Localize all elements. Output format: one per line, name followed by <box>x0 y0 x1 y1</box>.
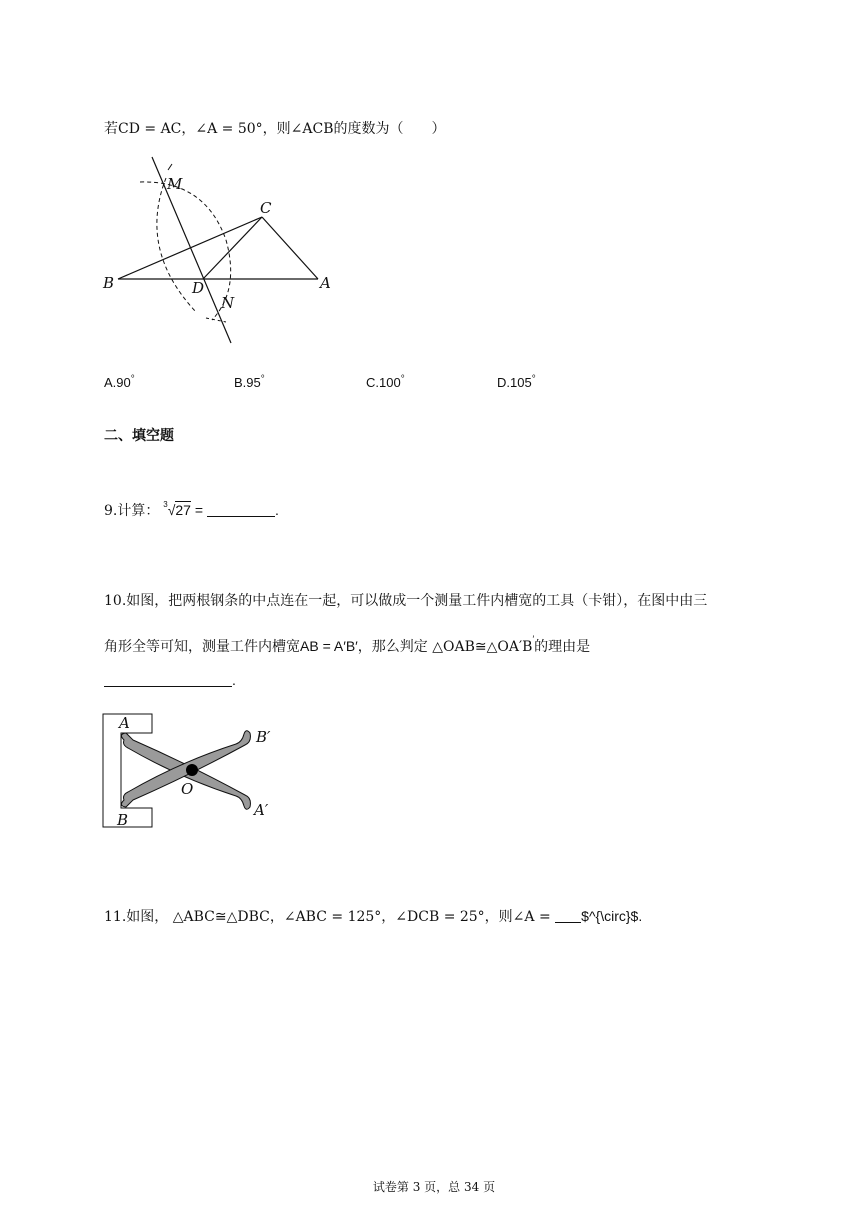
label-o: O <box>181 780 194 798</box>
label-a: A <box>119 714 130 732</box>
question-10-line2: 角形全等可知，测量工件内槽宽AB = A′B′，那么判定 △OAB≅△OA′B′的理由是 <box>104 634 591 655</box>
label-c: C <box>260 199 272 217</box>
section-title: 二、填空题 <box>104 428 174 444</box>
label-a-prime: A′ <box>254 801 269 819</box>
label-d: D <box>192 279 205 297</box>
option-c[interactable]: C.100° <box>366 374 405 390</box>
option-d[interactable]: D.105° <box>497 374 536 390</box>
pivot-o <box>186 764 198 776</box>
answer-blank-11[interactable] <box>555 908 581 923</box>
label-b: B <box>117 811 129 829</box>
label-b: B <box>103 274 115 292</box>
option-a[interactable]: A.90° <box>104 374 135 390</box>
page-footer: 试卷第 3 页，总 34 页 <box>372 1180 496 1194</box>
question-11: 11.如图， △ABC≅△DBC，∠ABC = 125°，∠DCB = 25°，则∠A = $^{\circ}$. <box>104 908 643 925</box>
label-n: N <box>221 294 235 312</box>
label-a: A <box>320 274 331 292</box>
question-8-stem: 若CD = AC，∠A = 50°，则∠ACB的度数为（ ） <box>104 121 446 137</box>
option-b[interactable]: B.95° <box>234 374 265 390</box>
question-9: 9.计算： $^3$√27 = . <box>104 500 279 519</box>
question-10-line1: 10.如图，把两根钢条的中点连在一起，可以做成一个测量工件内槽宽的工具（卡钳），在图中由三 <box>104 593 708 609</box>
label-b-prime: B′ <box>256 728 271 746</box>
question-10-answer: . <box>104 672 236 688</box>
label-m: M <box>167 175 183 193</box>
